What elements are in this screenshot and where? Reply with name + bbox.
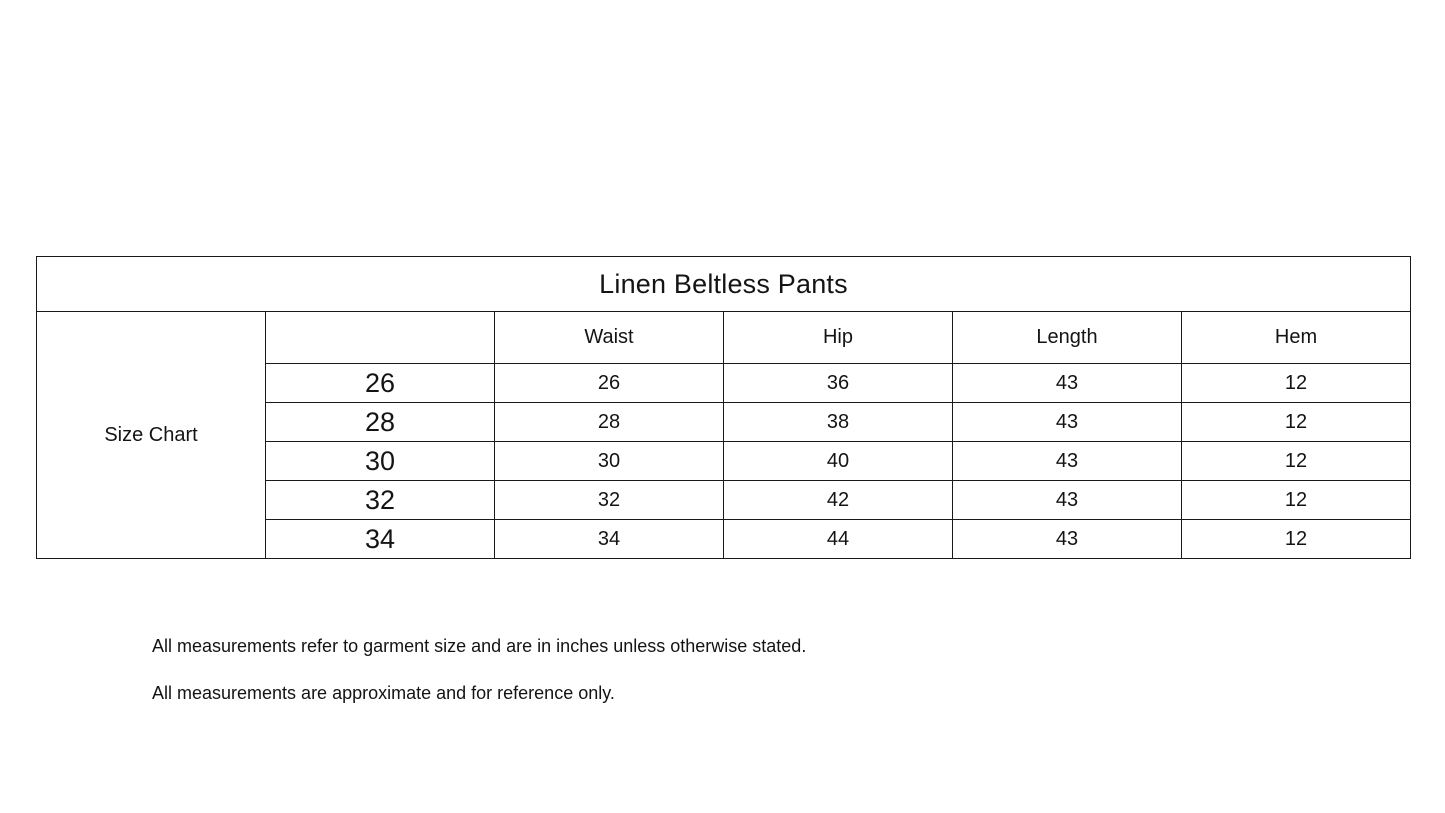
col-header-size: [266, 312, 495, 364]
col-header-waist: Waist: [495, 312, 724, 364]
row-header-size-chart: Size Chart: [37, 312, 266, 559]
size-cell: 34: [266, 520, 495, 559]
length-cell: 43: [953, 442, 1182, 481]
length-cell: 43: [953, 481, 1182, 520]
size-cell: 28: [266, 403, 495, 442]
size-cell: 30: [266, 442, 495, 481]
waist-cell: 34: [495, 520, 724, 559]
waist-cell: 28: [495, 403, 724, 442]
col-header-hem: Hem: [1182, 312, 1411, 364]
hem-cell: 12: [1182, 364, 1411, 403]
hip-cell: 38: [724, 403, 953, 442]
hem-cell: 12: [1182, 442, 1411, 481]
hip-cell: 44: [724, 520, 953, 559]
hem-cell: 12: [1182, 520, 1411, 559]
hip-cell: 42: [724, 481, 953, 520]
measurement-notes: [152, 636, 806, 704]
table-header-row: [37, 312, 1411, 364]
length-cell: 43: [953, 520, 1182, 559]
size-cell: 32: [266, 481, 495, 520]
size-chart-table: [36, 256, 1411, 559]
col-header-hip: Hip: [724, 312, 953, 364]
hem-cell: 12: [1182, 481, 1411, 520]
note-approximate: All measurements are approximate and for reference only.: [152, 683, 615, 703]
hem-cell: 12: [1182, 403, 1411, 442]
note-garment-size: All measurements refer to garment size and are in inches unless otherwise stated.: [152, 636, 807, 656]
table-title: Linen Beltless Pants: [37, 257, 1411, 312]
length-cell: 43: [953, 364, 1182, 403]
hip-cell: 40: [724, 442, 953, 481]
waist-cell: 30: [495, 442, 724, 481]
col-header-length: Length: [953, 312, 1182, 364]
size-cell: 26: [266, 364, 495, 403]
length-cell: 43: [953, 403, 1182, 442]
waist-cell: 32: [495, 481, 724, 520]
waist-cell: 26: [495, 364, 724, 403]
hip-cell: 36: [724, 364, 953, 403]
table-title-row: [37, 257, 1411, 312]
